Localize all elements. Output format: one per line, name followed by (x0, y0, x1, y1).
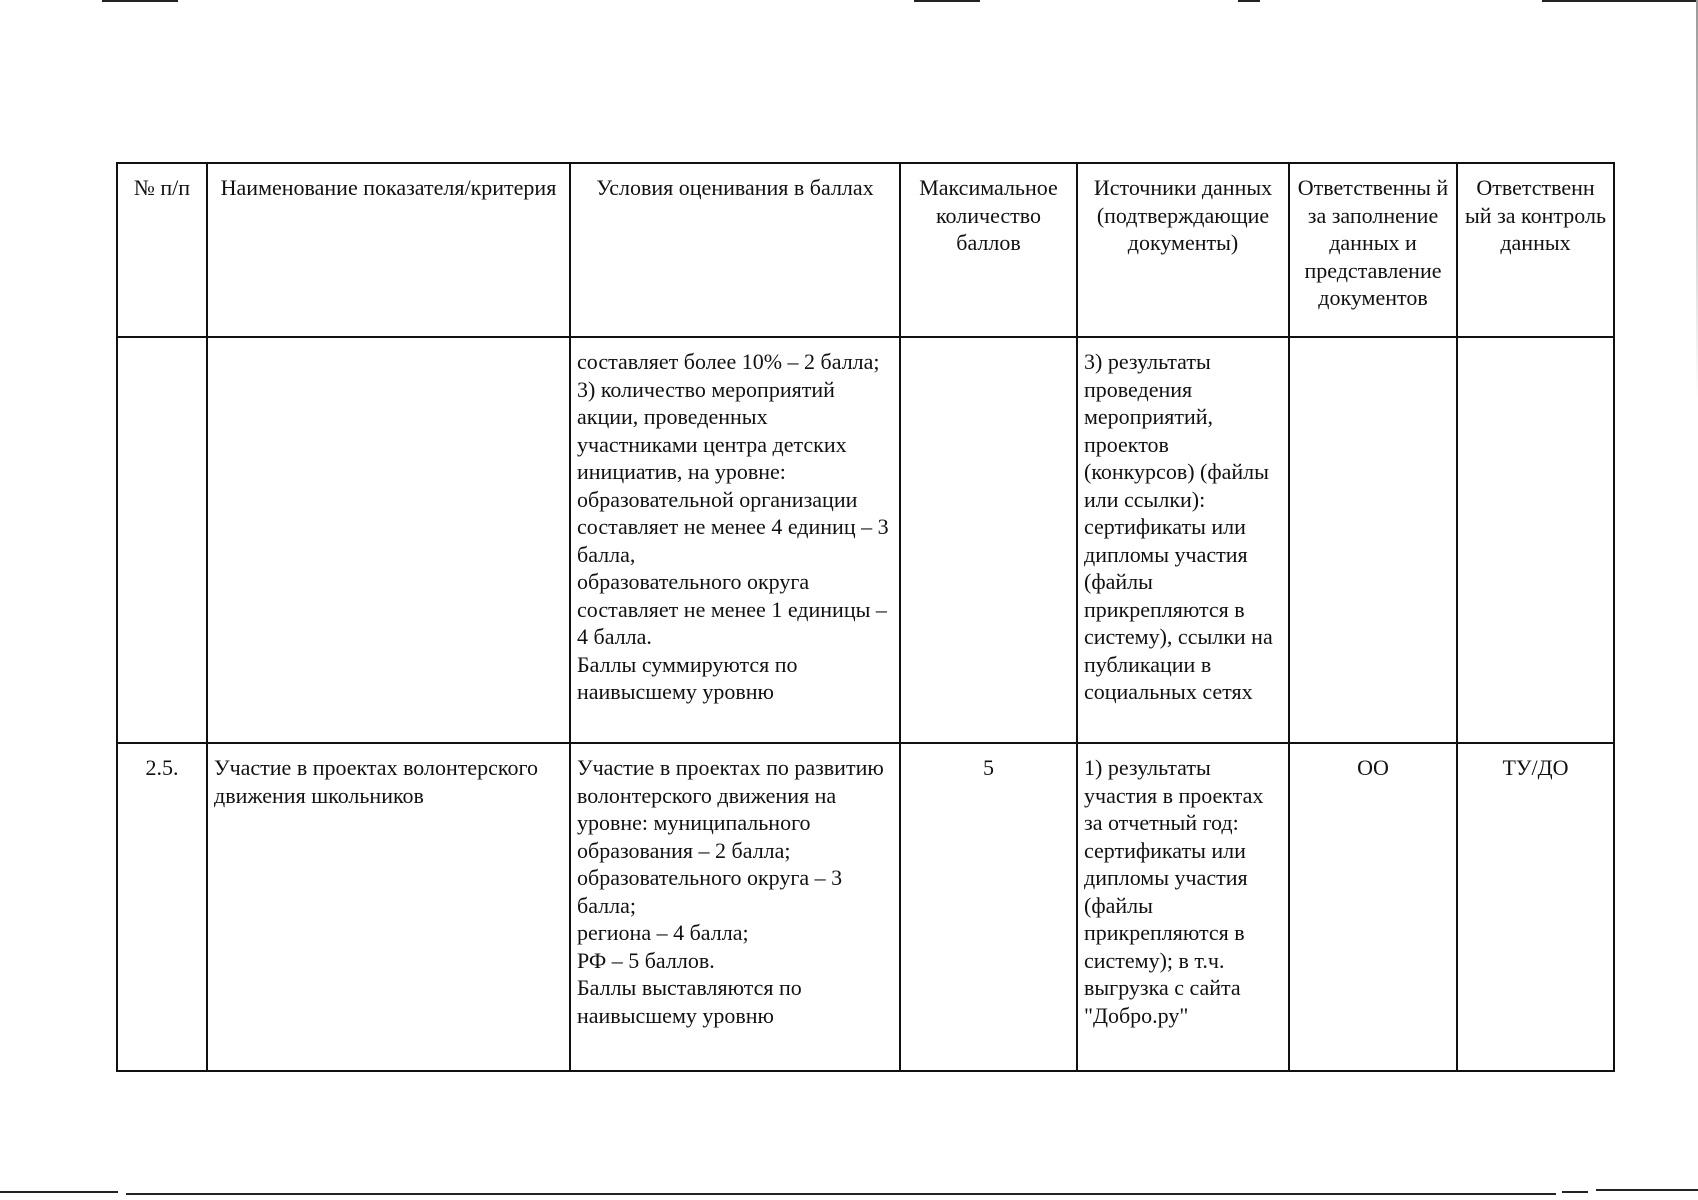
cell-evaluation-conditions: составляет более 10% – 2 балла; 3) количество мероприятий акции, проведенных участниками центра детских инициатив, на уровне: образовательной организации составляет не менее 4 единиц – 3 балла, образовательного округа составляет не менее 1 единицы – 4 балла. Баллы суммируются по наивысшему уровню (570, 337, 900, 743)
cell-evaluation-conditions: Участие в проектах по развитию волонтерского движения на уровне: муниципального образования – 2 балла; образовательного округа – 3 балла; региона – 4 балла; РФ – 5 баллов. Баллы выставляются по наивысшему уровню (570, 743, 900, 1071)
cell-indicator-name: Участие в проектах волонтерского движения школьников (207, 743, 570, 1071)
criteria-table (116, 162, 1615, 1072)
table-row (117, 337, 1614, 743)
cell-responsible-control (1457, 337, 1614, 743)
cell-indicator-name (207, 337, 570, 743)
scan-edge-bottom-3 (1562, 1191, 1588, 1193)
cell-responsible-fill (1289, 337, 1457, 743)
cell-number (117, 337, 207, 743)
header-evaluation-conditions: Условия оценивания в баллах (570, 163, 900, 337)
header-responsible-control: Ответственн ый за контроль данных (1457, 163, 1614, 337)
scan-edge-bottom-4 (1596, 1189, 1698, 1191)
header-number: № п/п (117, 163, 207, 337)
cell-responsible-fill: ОО (1289, 743, 1457, 1071)
header-indicator-name: Наименование показателя/критерия (207, 163, 570, 337)
table-header-row (117, 163, 1614, 337)
scan-edge-top-1 (102, 0, 178, 2)
cell-max-points (900, 337, 1077, 743)
scan-edge-top-4 (1542, 0, 1698, 2)
cell-number: 2.5. (117, 743, 207, 1071)
header-responsible-fill: Ответственны й за заполнение данных и представление документов (1289, 163, 1457, 337)
cell-data-sources: 3) результаты проведения мероприятий, проектов (конкурсов) (файлы или ссылки): сертификаты или дипломы участия (файлы прикрепляются в систему), ссылки на публикации в социальных сетях (1077, 337, 1289, 743)
scan-edge-bottom-1 (0, 1191, 118, 1193)
scan-edge-top-3 (1238, 0, 1260, 2)
cell-responsible-control: ТУ/ДО (1457, 743, 1614, 1071)
table-row (117, 743, 1614, 1071)
header-max-points: Максимальное количество баллов (900, 163, 1077, 337)
cell-data-sources: 1) результаты участия в проектах за отчетный год: сертификаты или дипломы участия (файлы прикрепляются в систему); в т.ч. выгрузка с сайта "Добро.ру" (1077, 743, 1289, 1071)
scan-edge-top-2 (914, 0, 980, 2)
header-data-sources: Источники данных (подтверждающие документы) (1077, 163, 1289, 337)
scan-edge-bottom-2 (126, 1193, 1556, 1195)
cell-max-points: 5 (900, 743, 1077, 1071)
